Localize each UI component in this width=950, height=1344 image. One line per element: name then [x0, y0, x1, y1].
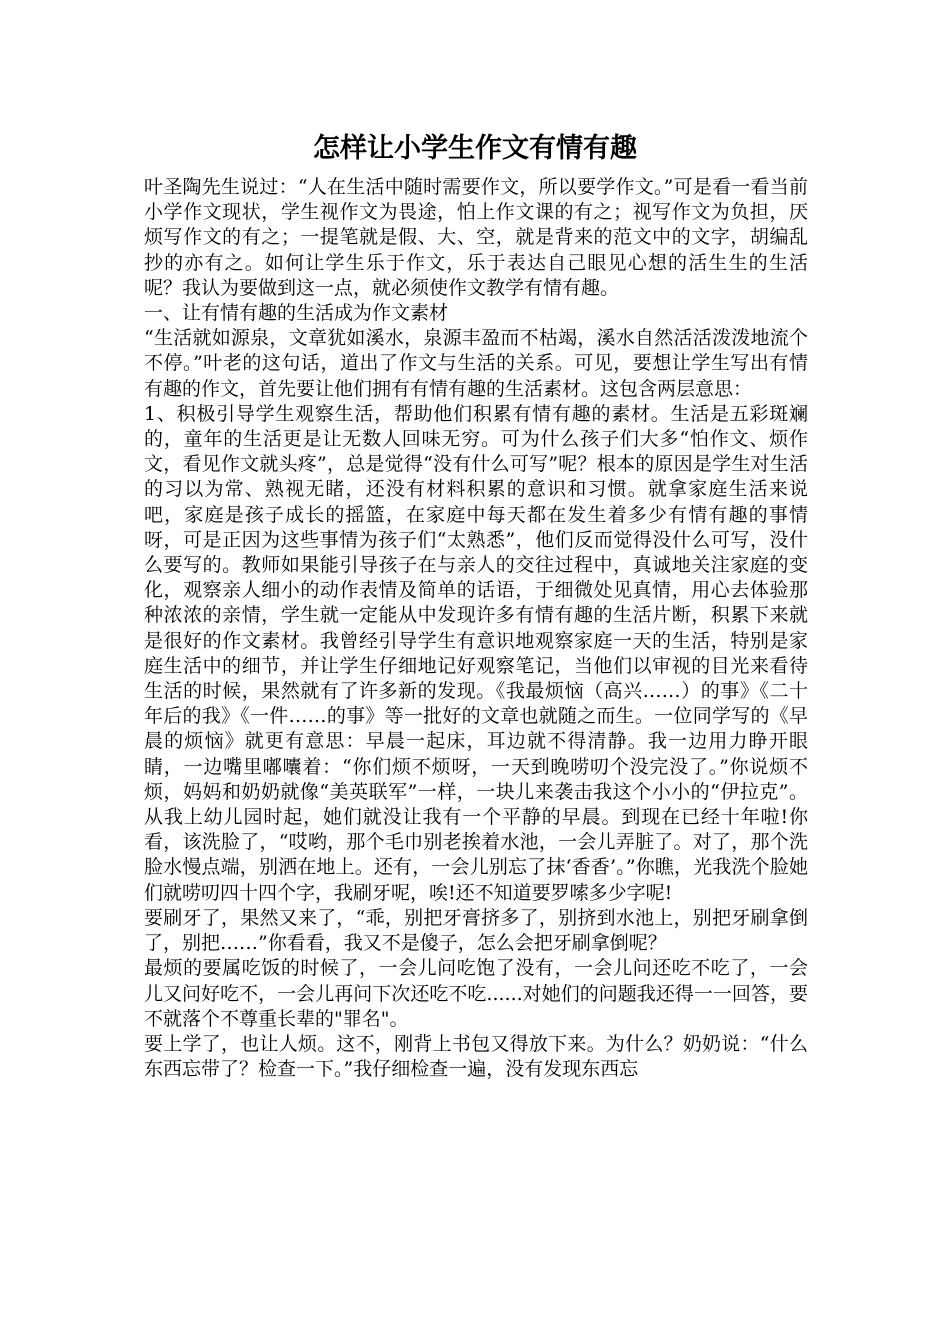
paragraph-point-1: 1、积极引导学生观察生活，帮助他们积累有情有趣的素材。生活是五彩斑斓的，童年的生活更是让无数人回味无穷。可为什么孩子们大多“怕作文、烦作文，看见作文就头疼”，总是觉得“没有什么可写”呢？根本的原因是学生对生活的习以为常、熟视无睹，还没有材料积累的意识和习惯。就拿家庭生活来说吧，家庭是孩子成长的摇篮，在家庭中每天都在发生着多少有情有趣的事情呀，可是正因为这些事情为孩子们“太熟悉”，他们反而觉得没什么可写，没什么要写的。教师如果能引导孩子在与亲人的交往过程中，真诚地关注家庭的变化，观察亲人细小的动作表情及简单的话语，于细微处见真情，用心去体验那种浓浓的亲情，学生就一定能从中发现许多有情有趣的生活片断，积累下来就是很好的作文素材。我曾经引导学生有意识地观察家庭一天的生活，特别是家庭生活中的细节，并让学生仔细地记好观察笔记，当他们以审视的目光来看待生活的时候，果然就有了许多新的发现。《我最烦恼（高兴……）的事》《二十年后的我》《一件……的事》等一批好的文章也就随之而生。一位同学写的《早晨的烦恼》就更有意思：早晨一起床，耳边就不得清静。我一边用力睁开眼睛，一边嘴里嘟囔着：“你们烦不烦呀，一天到晚唠叨个没完没了。”你说烦不烦，妈妈和奶奶就像“美英联军”一样，一块儿来袭击我这个小小的“伊拉克”。从我上幼儿园时起，她们就没让我有一个平静的早晨。到现在已经十年啦!你看，该洗脸了，“哎哟，那个毛巾别老挨着水池，一会儿弄脏了。对了，那个洗脸水慢点端，别洒在地上。还有，一会儿别忘了抹‘香香’。”你瞧，光我洗个脸她们就唠叨四十四个字，我刷牙呢，唉!还不知道要罗嗦多少字呢!: [144, 402, 808, 904]
paragraph-toothbrush: 要刷牙了，果然又来了，“乖，别把牙膏挤多了，别挤到水池上，别把牙刷拿倒了，别把……”你看看，我又不是傻子，怎么会把牙刷拿倒呢？: [144, 906, 808, 955]
paragraph-meal: 最烦的要属吃饭的时候了，一会儿问吃饱了没有，一会儿问还吃不吃了，一会儿又问好吃不，一会儿再问下次还吃不吃......对她们的问题我还得一一回答，要不就落个不尊重长辈的"罪名"。: [144, 957, 808, 1030]
paragraph-school: 要上学了，也让人烦。这不，刚背上书包又得放下来。为什么？奶奶说：“什么东西忘带了？检查一下。”我仔细检查一遍，没有发现东西忘: [144, 1032, 808, 1081]
document-title: 怎样让小学生作文有情有趣: [313, 133, 637, 164]
paragraph-quote: “生活就如源泉，文章犹如溪水，泉源丰盈而不枯竭，溪水自然活活泼泼地流个不停。”叶老的这句话，道出了作文与生活的关系。可见，要想让学生写出有情有趣的作文，首先要让他们拥有有情有趣的生活素材。这包含两层意思：: [144, 327, 808, 400]
paragraph-intro: 叶圣陶先生说过：“人在生活中随时需要作文，所以要学作文。”可是看一看当前小学作文现状，学生视作文为畏途，怕上作文课的有之；视写作文为负担，厌烦写作文的有之；一提笔就是假、大、空，就是背来的范文中的文字，胡编乱抄的亦有之。如何让学生乐于作文，乐于表达自己眼见心想的活生生的生活呢？我认为要做到这一点，就必须使作文教学有情有趣。: [144, 176, 808, 299]
section-heading: 一、让有情有趣的生活成为作文素材: [144, 302, 449, 325]
document-body: [144, 175, 808, 1082]
